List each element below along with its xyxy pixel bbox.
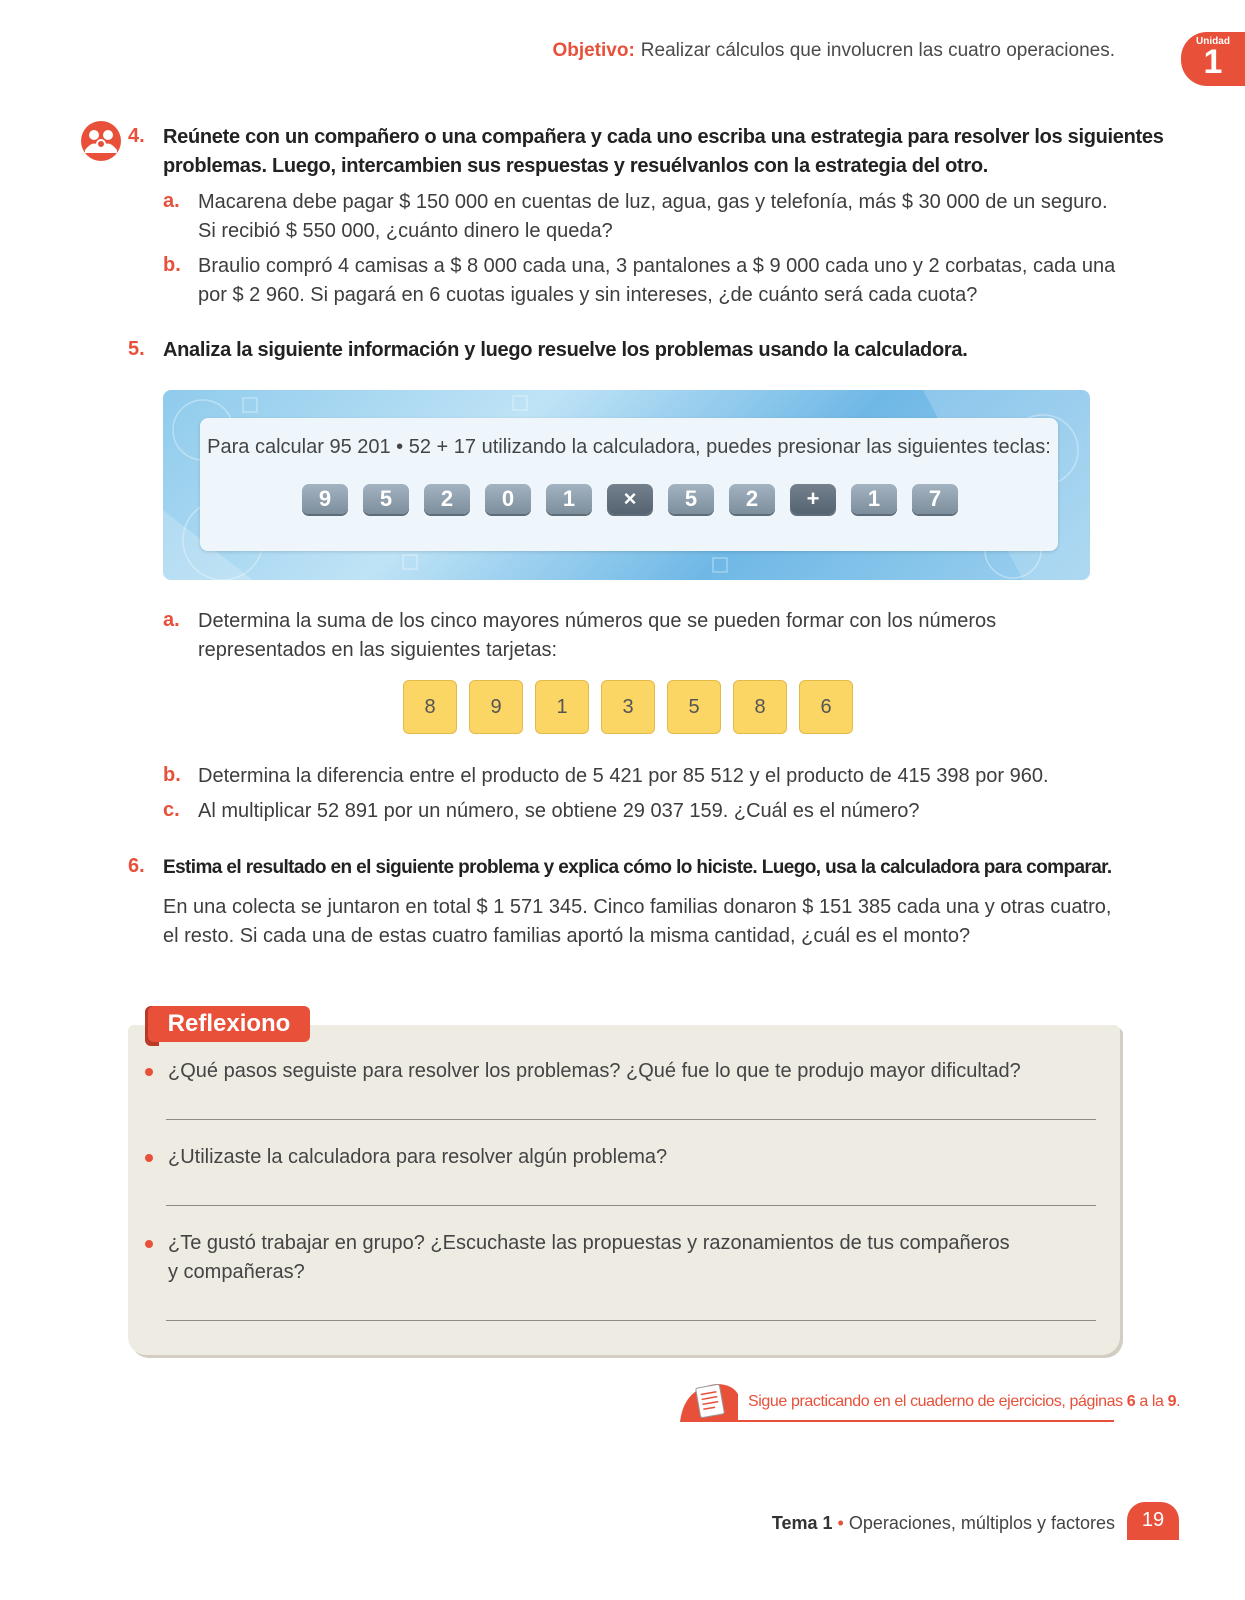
answer-line-1[interactable] [166,1119,1096,1120]
reflection-question-3-line1: ¿Te gustó trabajar en grupo? ¿Escuchaste las propuestas y razonamientos de tus compañeros [168,1232,1010,1254]
number-card: 8 [403,680,457,734]
question-6-line2: el resto. Si cada una de estas cuatro familias aportó la misma cantidad, ¿cuál es el monto? [163,925,971,947]
reflection-title: Reflexiono [148,1006,310,1042]
number-card: 6 [799,680,853,734]
number-card: 8 [733,680,787,734]
calc-key: 7 [912,484,958,514]
objective-label: Objetivo: [552,40,635,61]
practice-sep: a la [1139,1393,1164,1410]
question-number-6: 6. [128,855,145,877]
group-work-icon [80,120,122,162]
number-card: 1 [535,680,589,734]
bullet-dot [145,1154,153,1162]
calculator-caption: Para calcular 95 201 • 52 + 17 utilizando la calculadora, puedes presionar las siguientes teclas: [207,436,1051,458]
calc-key-multiply: × [607,484,653,514]
calc-key: 1 [851,484,897,514]
unit-label: Unidad [1196,36,1230,47]
question-number-5: 5. [128,338,145,360]
number-card: 5 [667,680,721,734]
notebook-icon [680,1380,742,1422]
calc-key: 1 [546,484,592,514]
footer-title: Operaciones, múltiplos y factores [848,1513,1115,1533]
calc-key-plus: + [790,484,836,514]
item-4a-line2: Si recibió $ 550 000, ¿cuánto dinero le queda? [198,220,613,242]
unit-number: 1 [1203,43,1223,81]
calculator-keys [302,484,958,514]
item-letter-5a: a. [163,609,180,631]
reflection-question-3-line2: y compañeras? [168,1261,305,1283]
calc-key: 5 [363,484,409,514]
calculator-card [200,418,1058,551]
item-5a-line2: representados en las siguientes tarjetas: [198,639,558,661]
number-card: 3 [601,680,655,734]
calc-key: 0 [485,484,531,514]
answer-line-2[interactable] [166,1205,1096,1206]
question-4-line2: problemas. Luego, intercambien sus respuestas y resuélvanlos con la estrategia del otro. [163,155,988,177]
reflection-question-2: ¿Utilizaste la calculadora para resolver algún problema? [168,1146,668,1168]
bullet-dot [145,1068,153,1076]
calc-key: 5 [668,484,714,514]
answer-line-3[interactable] [166,1320,1096,1321]
item-4b-line2: por $ 2 960. Si pagará en 6 cuotas iguales y sin intereses, ¿de cuánto será cada cuota? [198,284,978,306]
question-6-text: Estima el resultado en el siguiente problema y explica cómo lo hiciste. Luego, usa la calculadora para comparar. [163,857,1112,878]
question-6-line1: En una colecta se juntaron en total $ 1 571 345. Cinco familias donaron $ 151 385 cada una y otras cuatro, [163,896,1112,918]
item-5a-line1: Determina la suma de los cinco mayores números que se pueden formar con los números [198,610,997,632]
item-4a-line1: Macarena debe pagar $ 150 000 en cuentas de luz, agua, gas y telefonía, más $ 30 000 de un seguro. [198,191,1108,213]
footer-tema: Tema 1 [771,1513,833,1533]
practice-underline [684,1420,1114,1422]
practice-end: . [1176,1393,1181,1410]
reflection-question-1: ¿Qué pasos seguiste para resolver los problemas? ¿Qué fue lo que te produjo mayor dificultad? [168,1060,1021,1082]
number-cards [403,680,853,734]
unit-tab [1181,32,1245,86]
item-letter-5b: b. [163,764,181,786]
practice-page-from: 6 [1126,1393,1136,1410]
item-5b-text: Determina la diferencia entre el producto de 5 421 por 85 512 y el producto de 415 398 por 960. [198,765,1049,787]
page-number: 19 [1127,1502,1179,1540]
item-4b-line1: Braulio compró 4 camisas a $ 8 000 cada una, 3 pantalones a $ 9 000 cada uno y 2 corbatas, cada una [198,255,1116,277]
practice-text: Sigue practicando en el cuaderno de ejercicios, páginas [748,1393,1123,1410]
practice-page-to: 9 [1167,1393,1177,1410]
question-number-4: 4. [128,125,145,147]
number-card: 9 [469,680,523,734]
question-4-line1: Reúnete con un compañero o una compañera y cada uno escriba una estrategia para resolver los siguientes [163,126,1164,148]
item-letter-4b: b. [163,254,181,276]
practice-note [748,1393,1180,1411]
bullet-dot [145,1240,153,1248]
question-5-text: Analiza la siguiente información y luego resuelve los problemas usando la calculadora. [163,339,968,361]
objective [552,40,1115,62]
calc-key: 2 [424,484,470,514]
objective-text: Realizar cálculos que involucren las cuatro operaciones. [640,40,1115,61]
item-letter-4a: a. [163,190,180,212]
footer-bullet: • [837,1513,844,1533]
footer [772,1513,1115,1534]
calc-key: 2 [729,484,775,514]
calc-key: 9 [302,484,348,514]
item-letter-5c: c. [163,799,180,821]
item-5c-text: Al multiplicar 52 891 por un número, se obtiene 29 037 159. ¿Cuál es el número? [198,800,920,822]
